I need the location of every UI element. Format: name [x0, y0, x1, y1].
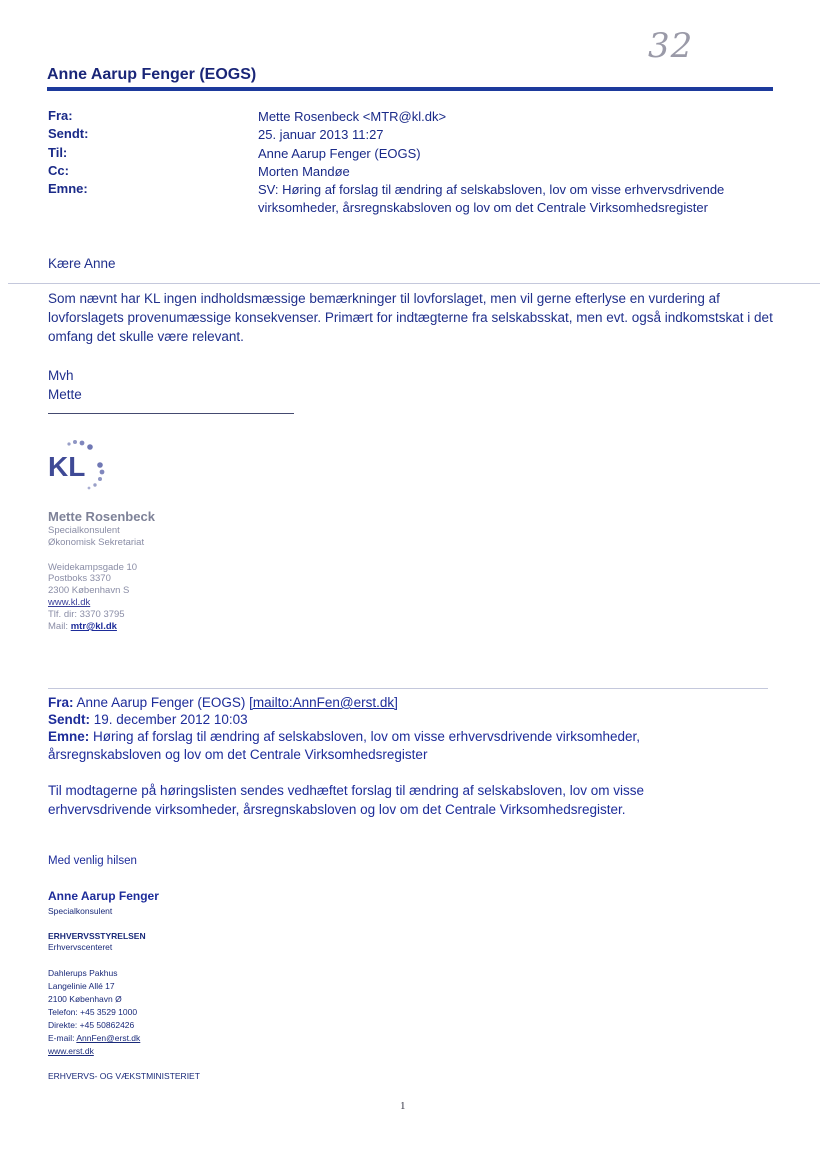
forward-from-line: [48, 694, 398, 712]
header-rule: [47, 87, 773, 91]
from-value: Mette Rosenbeck <MTR@kl.dk>: [258, 109, 447, 124]
erst-ministry: ERHVERVS- OG VÆKSTMINISTERIET: [48, 1071, 200, 1081]
subject-label: Emne:: [48, 181, 88, 196]
to-label: Til:: [48, 145, 68, 160]
kl-logo: [48, 438, 118, 498]
kl-street: Weidekampsgade 10: [48, 562, 138, 573]
erst-building: Dahlerups Pakhus: [48, 968, 118, 978]
forward-closing: Med venlig hilsen: [48, 855, 137, 867]
kl-mail-link[interactable]: mtr@kl.dk: [70, 621, 117, 632]
forward-from-label: Fra:: [48, 695, 74, 710]
page-number: 1: [400, 1100, 406, 1112]
forward-mailto-link[interactable]: [mailto:AnnFen@erst.dk]: [249, 695, 398, 710]
erst-signature-name: Anne Aarup Fenger: [48, 889, 159, 903]
sent-label: Sendt:: [48, 126, 89, 141]
forward-subject-label: Emne:: [48, 729, 90, 744]
kl-pobox: Postboks 3370: [48, 573, 111, 584]
erst-center: Erhvervscenteret: [48, 942, 113, 952]
erst-direct-phone: Direkte: +45 50862426: [48, 1020, 135, 1030]
closing-regards: Mvh: [48, 368, 74, 383]
from-label: Fra:: [48, 108, 73, 123]
forward-subject-line: [48, 728, 748, 764]
kl-web-link[interactable]: www.kl.dk: [48, 597, 91, 608]
greeting: Kære Anne: [48, 256, 116, 271]
kl-phone: Tlf. dir: 3370 3795: [48, 609, 125, 620]
to-value: Anne Aarup Fenger (EOGS): [258, 146, 421, 161]
forward-sent-value: 19. december 2012 10:03: [93, 712, 248, 727]
forward-body: Til modtagerne på høringslisten sendes vedhæftet forslag til ændring af selskabsloven, lov om visse erhvervsdrivende virksomheder, årsregnskabsloven og lov om det Centrale Virksomhedsregister.: [48, 783, 645, 817]
sent-value: 25. januar 2013 11:27: [258, 127, 384, 142]
svg-text:KL: KL: [48, 451, 86, 482]
kl-signature-name: Mette Rosenbeck: [48, 509, 155, 524]
erst-city: 2100 København Ø: [48, 994, 122, 1004]
mailbox-owner-name: Anne Aarup Fenger (EOGS): [47, 66, 257, 83]
cc-label: Cc:: [48, 163, 69, 178]
subject-value: SV: Høring af forslag til ændring af selskabsloven, lov om visse erhvervsdrivende virksomheder, årsregnskabsloven og lov om det Centrale Virksomhedsregister: [258, 182, 725, 215]
forward-divider: [48, 688, 768, 689]
forward-sent-line: [48, 711, 248, 729]
kl-signature-title: Specialkonsulent: [48, 525, 120, 536]
erst-street: Langelinie Allé 17: [48, 981, 115, 991]
kl-city: 2300 København S: [48, 585, 130, 596]
erst-phone: Telefon: +45 3529 1000: [48, 1007, 138, 1017]
kl-mail-line: [48, 621, 117, 632]
closing-name: Mette: [48, 387, 82, 402]
erst-email-link[interactable]: AnnFen@erst.dk: [76, 1033, 141, 1043]
signature-rule: [48, 413, 294, 414]
handwritten-page-number: 32: [648, 26, 694, 66]
erst-email-line: [48, 1033, 140, 1045]
forward-from-value: Anne Aarup Fenger (EOGS): [76, 695, 246, 710]
cc-value: Morten Mandøe: [258, 164, 350, 179]
message-body: Som nævnt har KL ingen indholdsmæssige bemærkninger til lovforslaget, men vil gerne efterlyse en vurdering af lovforslagets provenumæssige konsekvenser. Primært for indtægterne fra selskabsskat, men evt. også indkomstskat i det omfang det skulle være relevant.: [48, 291, 773, 344]
forward-subject-value: Høring af forslag til ændring af selskabsloven, lov om visse erhvervsdrivende virksomheder, årsregnskabsloven og lov om det Centrale Virksomhedsregister: [48, 729, 641, 762]
forward-sent-label: Sendt:: [48, 712, 90, 727]
erst-web-link[interactable]: www.erst.dk: [48, 1046, 94, 1056]
kl-signature-department: Økonomisk Sekretariat: [48, 537, 145, 548]
divider: [8, 283, 820, 284]
erst-email-label: E-mail:: [48, 1033, 75, 1043]
erst-org: ERHVERVSSTYRELSEN: [48, 931, 146, 941]
kl-mail-label: Mail:: [48, 621, 69, 632]
erst-signature-title: Specialkonsulent: [48, 906, 113, 916]
